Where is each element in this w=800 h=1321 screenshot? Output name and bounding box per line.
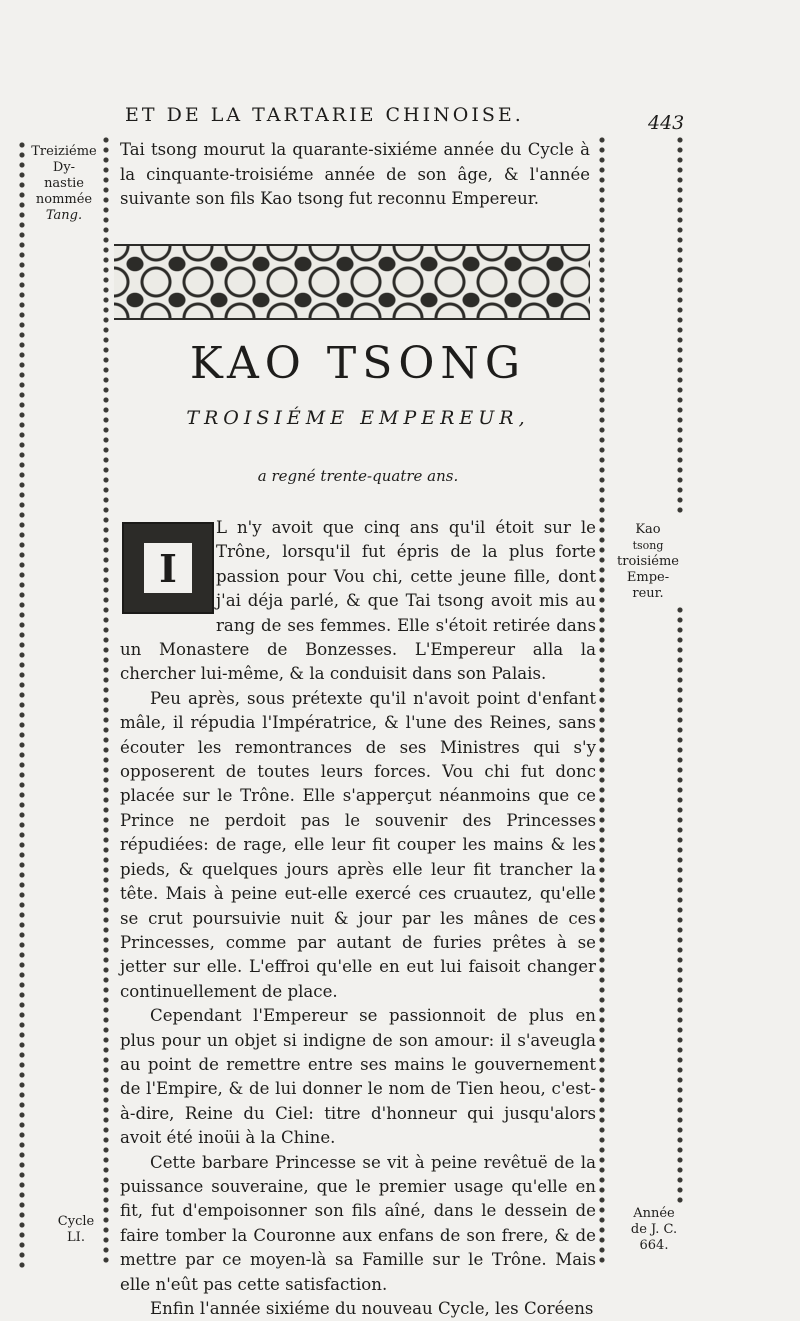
ornament-border-right-top xyxy=(674,135,686,515)
paragraph: Cependant l'Empereur se passionnoit de plus en plus pour un objet si indigne de son amour: il s'aveugla au point de remettre entre ses mains le gouvernement de l'Empire, & de lui donner le nom de Tien heou, c'est-à-dire, Reine du Ciel: titre d'honneur qui jusqu'alors avoit été inoüi à la Chine. xyxy=(120,1006,596,1148)
page-number: 443 xyxy=(648,112,685,134)
ornamental-banner xyxy=(114,244,590,320)
drop-cap-letter: I xyxy=(144,543,192,593)
ornament-border-left xyxy=(16,140,28,1270)
chapter-title: KAO TSONG xyxy=(189,338,527,389)
margin-note-cycle: Cycle LI. xyxy=(57,1214,95,1245)
margin-note-year: Année de J. C. 664. xyxy=(630,1206,678,1253)
body-text xyxy=(120,516,596,1321)
ornament-column-inner-right xyxy=(596,135,608,1265)
ornament-border-right-bottom xyxy=(674,605,686,1205)
margin-note-dynasty: Treiziéme Dy- nastie nommée Tang. xyxy=(31,144,97,223)
paragraph: Cette barbare Princesse se vit à peine revêtuë de la puissance souveraine, que le premier usage qu'elle en fit, fut d'empoisonner son fils aîné, dans le dessein de faire tomber la Couronne aux enfans de son frere, & de mettre par ce moyen-là sa Famille sur le Trône. Mais elle n'eût pas cette satisfaction. xyxy=(120,1152,596,1294)
ornament-column-inner-left xyxy=(100,135,112,1265)
paragraph: Enfin l'année sixiéme du nouveau Cycle, les Coréens xyxy=(150,1299,594,1318)
reign-duration: a regné trente-quatre ans. xyxy=(257,467,459,485)
top-paragraph: Tai tsong mourut la quarante-sixiéme année du Cycle à la cinquante-troisiéme année de son âge, & l'année suivante son fils Kao tsong fut reconnu Empereur. xyxy=(120,140,590,208)
running-head: ET DE LA TARTARIE CHINOISE. xyxy=(125,104,524,126)
paragraph: Peu après, sous prétexte qu'il n'avoit point d'enfant mâle, il répudia l'Impératrice, & l'une des Reines, sans écouter les remontrances de ses Ministres qui s'y opposerent de toutes leurs forces. Vou chi fut donc placée sur le Trône. Elle s'apperçut néanmoins que ce Prince ne perdoit pas le souvenir des Princesses répudiées: de rage, elle leur fit couper les mains & les pieds, & quelques jours après elle leur fit trancher la tête. Mais à peine eut-elle exercé ces cruautez, qu'elle se crut poursuivie nuit & jour par les mânes de ces Princesses, comme par autant de furies prêtes à se jetter sur elle. L'effroi qu'elle en eut lui faisoit changer continuellement de place. xyxy=(120,688,596,1001)
chapter-subtitle: TROISIÉME EMPEREUR, xyxy=(186,407,530,429)
margin-note-emperor: Kao tsong troisiéme Empe- reur. xyxy=(617,522,679,601)
paragraph: L n'y avoit que cinq ans qu'il étoit sur le Trône, lorsqu'il fut épris de la plus forte passion pour Vou chi, cette jeune fille, dont j'ai déja parlé, & que Tai tsong avoit mis au rang de ses femmes. Elle s'étoit retirée dans un Monastere de Bonzesses. L'Empereur alla la chercher lui-même, & la conduisit dans son Palais. xyxy=(120,518,596,684)
